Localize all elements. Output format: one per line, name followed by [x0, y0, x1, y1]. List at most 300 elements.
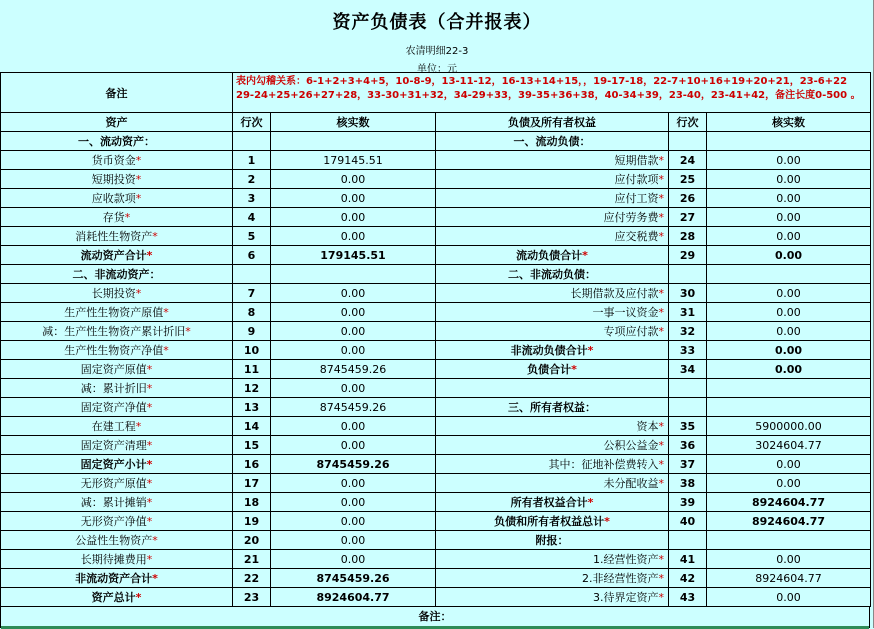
liability-row-num — [669, 170, 707, 189]
liability-value[interactable] — [707, 436, 871, 455]
asset-label — [1, 455, 233, 474]
liability-label — [436, 569, 669, 588]
required-mark: * — [135, 192, 142, 205]
liability-row-num — [669, 512, 707, 531]
required-mark: * — [135, 287, 142, 300]
asset-value-text: 0.00 — [340, 324, 366, 338]
table-row — [1, 493, 871, 512]
liability-label — [436, 588, 669, 607]
liability-value — [707, 265, 871, 284]
liability-label — [436, 436, 669, 455]
asset-row-num-text: 17 — [243, 476, 260, 490]
asset-row-num — [233, 569, 271, 588]
table-row — [1, 208, 871, 227]
liability-value[interactable] — [707, 341, 871, 360]
subtitle: 农清明细22-3 — [405, 46, 469, 57]
liability-row-num — [669, 436, 707, 455]
liability-row-num — [669, 398, 707, 417]
liability-row-num-text: 30 — [679, 286, 696, 300]
asset-row-num-text: 22 — [243, 571, 260, 585]
required-mark: * — [658, 230, 664, 243]
asset-row-num — [233, 265, 271, 284]
asset-value-text: 0.00 — [340, 210, 366, 224]
required-mark: * — [587, 496, 594, 509]
liability-row-num-text: 34 — [679, 362, 696, 376]
asset-row-num-text: 16 — [243, 457, 260, 471]
required-mark: * — [146, 401, 153, 414]
liability-label-text: 应付款项 — [614, 173, 659, 186]
header-liability: 负债及所有者权益 — [436, 113, 669, 132]
liability-row-num-text: 31 — [679, 305, 696, 319]
asset-label — [1, 379, 233, 398]
required-mark: * — [146, 515, 153, 528]
required-mark: * — [163, 306, 169, 319]
required-mark: * — [163, 344, 169, 357]
liability-row-num-text: 32 — [679, 324, 696, 338]
asset-value-text: 8745459.26 — [316, 571, 390, 585]
liability-row-num — [669, 588, 707, 607]
asset-value[interactable] — [271, 436, 436, 455]
liability-value — [707, 531, 871, 550]
liability-label — [436, 360, 669, 379]
asset-value[interactable] — [271, 531, 436, 550]
required-mark: * — [658, 572, 664, 585]
liability-label — [436, 284, 669, 303]
asset-label-text: 生产性生物资产原值 — [64, 306, 164, 319]
liability-label — [436, 303, 669, 322]
liability-value[interactable] — [707, 170, 871, 189]
asset-label — [1, 417, 233, 436]
liability-value[interactable] — [707, 550, 871, 569]
liability-value[interactable] — [707, 569, 871, 588]
asset-label — [1, 151, 233, 170]
asset-row-num — [233, 436, 271, 455]
asset-row-num-text: 7 — [247, 286, 256, 300]
required-mark: * — [658, 306, 664, 319]
liability-value-text: 0.00 — [774, 343, 803, 357]
table-row — [1, 265, 871, 284]
liability-label-text: 应付工资 — [614, 192, 659, 205]
liability-row-num-text: 26 — [679, 191, 696, 205]
required-mark: * — [658, 458, 664, 471]
liability-row-num — [669, 246, 707, 265]
asset-label — [1, 493, 233, 512]
required-mark: * — [146, 553, 153, 566]
asset-value[interactable] — [271, 246, 436, 265]
note-text[interactable]: 表内勾稽关系：6-1+2+3+4+5，10-8-9，13-11-12，16-13+14+15，，19-17-18，22-7+10+16+19+20+21，23-6+22 29-24+25+26+27+28，33-30+31+32，34-29+33，39-35+36+38，40-34+39，23-40，23-41+42，备注长度0-500 。 — [233, 73, 871, 113]
required-mark: * — [582, 249, 588, 262]
asset-row-num-text: 19 — [243, 514, 260, 528]
required-mark: * — [152, 572, 158, 585]
liability-label-text: 一事一议资金 — [592, 306, 659, 319]
asset-row-num-text: 11 — [243, 362, 260, 376]
liability-label — [436, 132, 669, 151]
liability-row-num-text: 43 — [679, 590, 696, 604]
table-row — [1, 379, 871, 398]
liability-row-num — [669, 531, 707, 550]
liability-value-text: 0.00 — [776, 324, 801, 338]
asset-label — [1, 322, 233, 341]
required-mark: * — [658, 477, 664, 490]
liability-label-text: 应付劳务费 — [603, 211, 659, 224]
liability-value[interactable] — [707, 417, 871, 436]
asset-label-text: 无形资产净值 — [80, 515, 147, 528]
asset-label — [1, 341, 233, 360]
liability-label — [436, 208, 669, 227]
asset-row-num-text: 2 — [247, 172, 256, 186]
header-value-2: 核实数 — [707, 113, 871, 132]
note-row — [1, 73, 871, 113]
asset-label — [1, 360, 233, 379]
asset-value[interactable] — [271, 284, 436, 303]
asset-label — [1, 189, 233, 208]
asset-value[interactable] — [271, 322, 436, 341]
asset-row-num-text: 9 — [247, 324, 256, 338]
table-row — [1, 474, 871, 493]
liability-value-text: 0.00 — [776, 590, 801, 604]
required-mark: * — [658, 325, 664, 338]
asset-value[interactable] — [271, 151, 436, 170]
liability-row-num-text: 24 — [679, 153, 696, 167]
asset-label — [1, 227, 233, 246]
liability-value[interactable] — [707, 227, 871, 246]
asset-label-text: 资产总计 — [91, 591, 136, 604]
liability-label — [436, 493, 669, 512]
liability-value-text: 8924604.77 — [755, 571, 822, 585]
page-title: 资产负债表（合并报表） — [332, 12, 542, 33]
liability-label — [436, 512, 669, 531]
asset-value — [271, 265, 436, 284]
asset-label — [1, 474, 233, 493]
liability-label-text: 未分配收益 — [603, 477, 659, 490]
liability-label — [436, 265, 669, 284]
liability-row-num — [669, 360, 707, 379]
asset-row-num — [233, 379, 271, 398]
table-row — [1, 322, 871, 341]
asset-value-text: 0.00 — [340, 514, 366, 528]
liability-label-text: 专项应付款 — [603, 325, 659, 338]
table-row — [1, 455, 871, 474]
liability-row-num — [669, 569, 707, 588]
asset-label — [1, 569, 233, 588]
asset-label-text: 应收款项 — [91, 192, 136, 205]
asset-label-text: 减：累计摊销 — [80, 496, 147, 509]
liability-row-num-text: 39 — [679, 495, 696, 509]
asset-value[interactable] — [271, 398, 436, 417]
asset-value[interactable] — [271, 455, 436, 474]
liability-label-text: 2.非经营性资产 — [582, 572, 659, 585]
liability-value[interactable] — [707, 284, 871, 303]
required-mark: * — [658, 287, 664, 300]
asset-label-text: 减：生产性生物资产累计折旧 — [42, 325, 186, 338]
asset-value[interactable] — [271, 417, 436, 436]
table-row — [1, 341, 871, 360]
liability-row-num-text: 33 — [679, 343, 696, 357]
table-row — [1, 436, 871, 455]
required-mark: * — [146, 439, 153, 452]
table-row — [1, 360, 871, 379]
asset-value-text: 0.00 — [340, 419, 366, 433]
liability-label-text: 二、非流动负债： — [508, 268, 596, 281]
asset-value[interactable] — [271, 360, 436, 379]
table-row — [1, 531, 871, 550]
asset-value-text: 0.00 — [340, 381, 366, 395]
liability-value[interactable] — [707, 493, 871, 512]
liability-label-text: 负债合计 — [527, 363, 572, 376]
asset-label — [1, 303, 233, 322]
asset-value[interactable] — [271, 189, 436, 208]
asset-value-text: 0.00 — [340, 533, 366, 547]
liability-row-num-text: 41 — [679, 552, 696, 566]
asset-label-text: 固定资产小计 — [80, 458, 147, 471]
asset-value-text: 0.00 — [340, 343, 366, 357]
liability-label — [436, 379, 669, 398]
asset-value-text: 8924604.77 — [316, 590, 390, 604]
table-row — [1, 132, 871, 151]
asset-label-text: 货币资金 — [91, 154, 136, 167]
asset-value-text: 0.00 — [340, 229, 366, 243]
liability-label-text: 应交税费 — [614, 230, 659, 243]
liability-label-text: 非流动负债合计 — [510, 344, 588, 357]
liability-label — [436, 341, 669, 360]
liability-label-text: 1.经营性资产 — [593, 553, 659, 566]
note-label: 备注 — [1, 73, 233, 113]
required-mark: * — [135, 591, 142, 604]
asset-row-num-text: 1 — [247, 153, 256, 167]
asset-row-num — [233, 474, 271, 493]
liability-label-text: 短期借款 — [614, 154, 659, 167]
asset-row-num — [233, 246, 271, 265]
asset-label — [1, 398, 233, 417]
asset-row-num — [233, 284, 271, 303]
asset-value[interactable] — [271, 474, 436, 493]
table-row — [1, 398, 871, 417]
asset-row-num-text: 23 — [243, 590, 260, 604]
asset-label — [1, 436, 233, 455]
asset-value[interactable] — [271, 341, 436, 360]
asset-row-num-text: 10 — [243, 343, 260, 357]
asset-label — [1, 265, 233, 284]
asset-label-text: 减：累计折旧 — [80, 382, 147, 395]
liability-value-text: 0.00 — [776, 552, 801, 566]
header-row — [1, 113, 871, 132]
table-row — [1, 512, 871, 531]
required-mark: * — [658, 553, 664, 566]
asset-row-num-text: 6 — [247, 248, 256, 262]
liability-value[interactable] — [707, 474, 871, 493]
asset-row-num — [233, 360, 271, 379]
required-mark: * — [658, 420, 664, 433]
liability-label — [436, 455, 669, 474]
liability-value[interactable] — [707, 455, 871, 474]
asset-row-num-text: 13 — [243, 400, 260, 414]
asset-value[interactable] — [271, 170, 436, 189]
asset-value[interactable] — [271, 550, 436, 569]
liability-value-text: 5900000.00 — [755, 419, 822, 433]
asset-row-num-text: 14 — [243, 419, 260, 433]
asset-row-num-text: 20 — [243, 533, 260, 547]
liability-label — [436, 189, 669, 208]
asset-value-text: 0.00 — [340, 286, 366, 300]
asset-label-text: 一、流动资产： — [78, 135, 155, 148]
asset-value-text: 8745459.26 — [316, 457, 390, 471]
liability-value-text: 0.00 — [776, 191, 801, 205]
liability-value-text: 0.00 — [776, 172, 801, 186]
asset-row-num — [233, 550, 271, 569]
asset-label-text: 固定资产原值 — [80, 363, 147, 376]
asset-value[interactable] — [271, 303, 436, 322]
table-row — [1, 303, 871, 322]
liability-row-num-text: 37 — [679, 457, 696, 471]
liability-label-text: 所有者权益合计 — [510, 496, 588, 509]
liability-row-num — [669, 550, 707, 569]
asset-label-text: 长期投资 — [91, 287, 136, 300]
liability-value-text: 0.00 — [776, 305, 801, 319]
liability-row-num — [669, 493, 707, 512]
asset-label-text: 公益性生物资产 — [75, 534, 153, 547]
liability-label-text: 负债和所有者权益总计 — [494, 515, 605, 528]
liability-value[interactable] — [707, 512, 871, 531]
asset-value-text: 179145.51 — [320, 248, 386, 262]
asset-row-num — [233, 341, 271, 360]
required-mark: * — [124, 211, 131, 224]
asset-label-text: 消耗性生物资产 — [75, 230, 153, 243]
table-row — [1, 189, 871, 208]
required-mark: * — [658, 192, 664, 205]
liability-label — [436, 398, 669, 417]
asset-row-num — [233, 455, 271, 474]
required-mark: * — [152, 230, 158, 243]
liability-value-text: 0.00 — [774, 248, 803, 262]
asset-row-num — [233, 493, 271, 512]
liability-value[interactable] — [707, 189, 871, 208]
asset-row-num-text: 5 — [247, 229, 256, 243]
liability-row-num — [669, 284, 707, 303]
asset-value-text: 8745459.26 — [319, 400, 387, 414]
asset-label-text: 生产性生物资产净值 — [64, 344, 164, 357]
liability-value[interactable] — [707, 208, 871, 227]
liability-label-text: 附报： — [535, 534, 569, 547]
table-row — [1, 417, 871, 436]
asset-value-text: 0.00 — [340, 552, 366, 566]
asset-label — [1, 550, 233, 569]
unit-label: 单位：元 — [417, 64, 457, 75]
required-mark: * — [135, 420, 142, 433]
liability-label — [436, 246, 669, 265]
table-row — [1, 151, 871, 170]
liability-value-text: 0.00 — [776, 153, 801, 167]
liability-label — [436, 550, 669, 569]
liability-value-text: 0.00 — [776, 229, 801, 243]
liability-value[interactable] — [707, 588, 871, 607]
asset-value-text: 0.00 — [340, 476, 366, 490]
liability-value-text: 0.00 — [776, 476, 801, 490]
required-mark: * — [571, 363, 577, 376]
liability-row-num-text: 40 — [679, 514, 696, 528]
asset-label — [1, 208, 233, 227]
required-mark: * — [152, 534, 158, 547]
liability-label — [436, 531, 669, 550]
liability-label — [436, 322, 669, 341]
liability-value[interactable] — [707, 303, 871, 322]
asset-value — [271, 132, 436, 151]
asset-value-text: 0.00 — [340, 495, 366, 509]
asset-label — [1, 531, 233, 550]
asset-row-num — [233, 151, 271, 170]
asset-value[interactable] — [271, 512, 436, 531]
liability-label-text: 流动负债合计 — [516, 249, 583, 262]
asset-row-num-text: 15 — [243, 438, 260, 452]
liability-value[interactable] — [707, 246, 871, 265]
asset-row-num-text: 8 — [247, 305, 256, 319]
liability-row-num-text: 29 — [679, 248, 696, 262]
liability-row-num — [669, 189, 707, 208]
liability-row-num-text: 38 — [679, 476, 696, 490]
liability-value[interactable] — [707, 151, 871, 170]
liability-row-num-text: 36 — [679, 438, 696, 452]
asset-value[interactable] — [271, 379, 436, 398]
asset-label — [1, 284, 233, 303]
table-row — [1, 227, 871, 246]
asset-label-text: 存货 — [102, 211, 125, 224]
liability-label-text: 3.待界定资产 — [593, 591, 659, 604]
liability-row-num — [669, 151, 707, 170]
liability-row-num — [669, 265, 707, 284]
asset-row-num — [233, 588, 271, 607]
asset-label-text: 非流动资产合计 — [75, 572, 153, 585]
liability-row-num — [669, 208, 707, 227]
asset-row-num — [233, 303, 271, 322]
required-mark: * — [658, 173, 664, 186]
asset-label — [1, 170, 233, 189]
table-row — [1, 588, 871, 607]
liability-row-num — [669, 379, 707, 398]
asset-row-num-text: 12 — [243, 381, 260, 395]
liability-value[interactable] — [707, 360, 871, 379]
liability-value-text: 3024604.77 — [755, 438, 822, 452]
asset-row-num — [233, 170, 271, 189]
asset-row-num-text: 3 — [247, 191, 256, 205]
table-row — [1, 170, 871, 189]
asset-value[interactable] — [271, 588, 436, 607]
liability-row-num — [669, 303, 707, 322]
asset-label — [1, 512, 233, 531]
asset-value[interactable] — [271, 208, 436, 227]
asset-value[interactable] — [271, 493, 436, 512]
asset-value[interactable] — [271, 569, 436, 588]
liability-label-text: 公积公益金 — [603, 439, 659, 452]
header-row-num: 行次 — [233, 113, 271, 132]
asset-value-text: 0.00 — [340, 191, 366, 205]
footer-note: 备注： — [0, 606, 870, 628]
asset-row-num — [233, 189, 271, 208]
asset-row-num-text: 4 — [247, 210, 256, 224]
liability-row-num — [669, 474, 707, 493]
liability-label — [436, 474, 669, 493]
required-mark: * — [146, 477, 153, 490]
liability-row-num-text: 35 — [679, 419, 696, 433]
required-mark: * — [587, 344, 594, 357]
asset-label-text: 二、非流动资产： — [72, 268, 161, 281]
asset-label-text: 短期投资 — [91, 173, 136, 186]
liability-value[interactable] — [707, 322, 871, 341]
required-mark: * — [658, 211, 664, 224]
asset-value[interactable] — [271, 227, 436, 246]
liability-row-num — [669, 227, 707, 246]
asset-value-text: 8745459.26 — [319, 362, 387, 376]
header-asset: 资产 — [1, 113, 233, 132]
required-mark: * — [135, 154, 142, 167]
